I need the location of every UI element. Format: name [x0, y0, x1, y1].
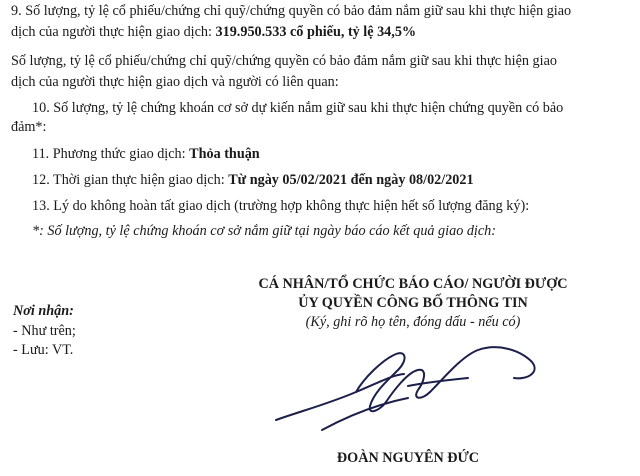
item-12 [32, 171, 474, 189]
item-10-line-1: 10. Số lượng, tỷ lệ chứng khoán cơ sở dự kiến nắm giữ sau khi thực hiện chứng quyền có bảo [32, 100, 564, 116]
signature-instruction: (Ký, ghi rõ họ tên, đóng dấu - nếu có) [305, 314, 521, 330]
item-12-label: 12. Thời gian thực hiện giao dịch: [32, 172, 229, 188]
signature-title-line-1: CÁ NHÂN/TỔ CHỨC BÁO CÁO/ NGƯỜI ĐƯỢC [258, 276, 568, 292]
item-12-value: Từ ngày 05/02/2021 đến ngày 08/02/2021 [228, 172, 474, 188]
recipient-item: - Lưu: VT. [13, 342, 74, 358]
item-9-value: 319.950.533 cổ phiếu, tỷ lệ 34,5% [215, 24, 417, 40]
handwritten-signature [258, 330, 558, 440]
item-9-line-1: 9. Số lượng, tỷ lệ cổ phiếu/chứng chỉ quỹ/chứng quyền có bảo đảm nắm giữ sau khi thực hiện giao [11, 3, 572, 19]
item-11-value: Thỏa thuận [189, 146, 260, 162]
item-10-line-2: đảm*: [11, 119, 47, 135]
signer-name: ĐOÀN NGUYÊN ĐỨC [336, 450, 480, 466]
related-holding-line-1: Số lượng, tỷ lệ cổ phiếu/chứng chỉ quỹ/chứng quyền có bảo đảm nắm giữ sau khi thực hiện giao [11, 53, 557, 69]
item-11 [32, 145, 260, 163]
related-holding-line-2: dịch của người thực hiện giao dịch và người có liên quan: [11, 74, 339, 90]
item-11-label: 11. Phương thức giao dịch: [32, 146, 190, 162]
item-9-line-2 [11, 23, 416, 41]
footnote: *: Số lượng, tỷ lệ chứng khoán cơ sở nắm giữ tại ngày báo cáo kết quả giao dịch: [32, 223, 496, 239]
signature-title-line-2: ỦY QUYỀN CÔNG BỐ THÔNG TIN [298, 295, 528, 311]
recipients-heading: Nơi nhận: [13, 303, 74, 319]
recipient-item: - Như trên; [13, 323, 76, 339]
item-13: 13. Lý do không hoàn tất giao dịch (trường hợp không thực hiện hết số lượng đăng ký): [32, 198, 530, 214]
item-9-label: dịch của người thực hiện giao dịch: [11, 24, 216, 40]
